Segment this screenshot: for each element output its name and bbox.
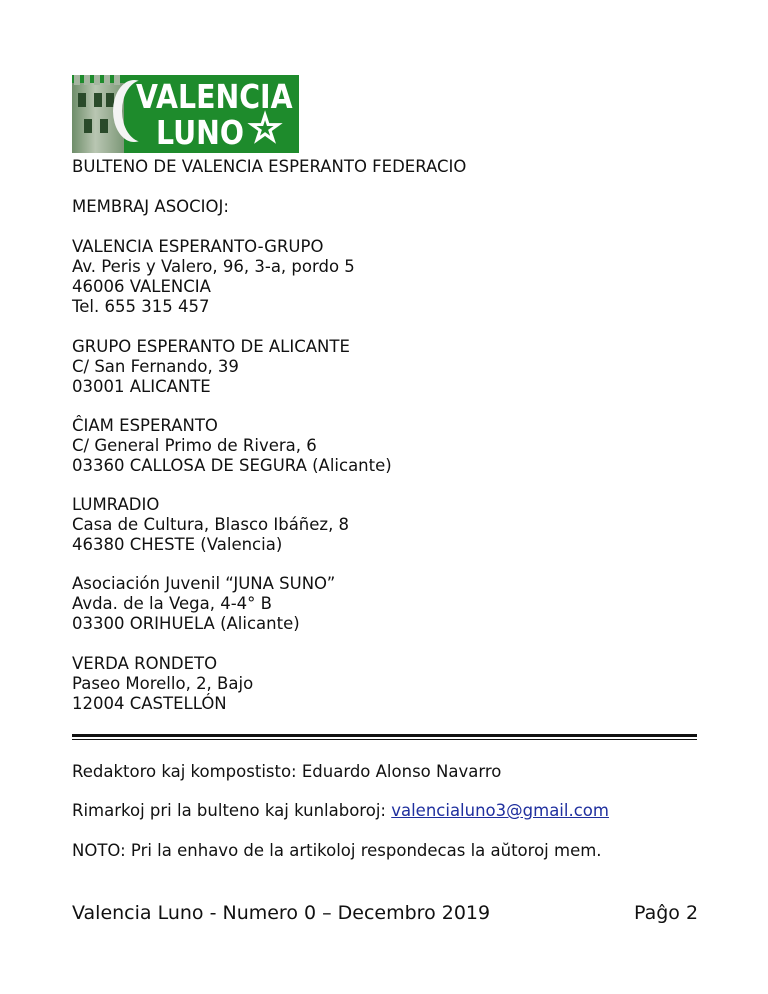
bulletin-subtitle: BULTENO DE VALENCIA ESPERANTO FEDERACIO bbox=[72, 157, 467, 176]
address-line: Avda. de la Vega, 4-4° B bbox=[72, 594, 272, 613]
association-2 bbox=[72, 337, 350, 397]
tower-icon bbox=[72, 83, 124, 153]
association-name: Asociación Juvenil “JUNA SUNO” bbox=[72, 574, 336, 593]
address-line: C/ General Primo de Rivera, 6 bbox=[72, 436, 317, 455]
address-line: 03001 ALICANTE bbox=[72, 377, 211, 396]
editor-line: Redaktoro kaj kompostisto: Eduardo Alonso Navarro bbox=[72, 762, 502, 781]
association-3 bbox=[72, 416, 392, 476]
association-name: VERDA RONDETO bbox=[72, 654, 218, 673]
remarks-line bbox=[72, 801, 609, 821]
star-outline-icon: ☆ bbox=[248, 106, 283, 150]
email-link[interactable]: valencialuno3@gmail.com bbox=[391, 801, 609, 820]
logo-text-luno: LUNO bbox=[156, 113, 245, 152]
address-line: C/ San Fernando, 39 bbox=[72, 357, 239, 376]
association-1 bbox=[72, 237, 355, 317]
association-5 bbox=[72, 574, 335, 634]
divider-thick bbox=[72, 734, 697, 737]
address-line: Casa de Cultura, Blasco Ibáñez, 8 bbox=[72, 515, 350, 534]
address-line: 03360 CALLOSA DE SEGURA (Alicante) bbox=[72, 456, 392, 475]
tower-battlements bbox=[74, 75, 122, 85]
remarks-label: Rimarkoj pri la bulteno kaj kunlaboroj: bbox=[72, 801, 392, 820]
address-line: 03300 ORIHUELA (Alicante) bbox=[72, 614, 300, 633]
association-name: LUMRADIO bbox=[72, 495, 160, 514]
members-heading: MEMBRAJ ASOCIOJ: bbox=[72, 197, 229, 216]
divider-thin bbox=[72, 739, 697, 740]
association-name: GRUPO ESPERANTO DE ALICANTE bbox=[72, 337, 350, 356]
association-name: ĈIAM ESPERANTO bbox=[72, 416, 218, 435]
association-4 bbox=[72, 495, 349, 555]
logo-text-valencia: VALENCIA bbox=[136, 77, 293, 116]
valencia-luno-logo bbox=[72, 75, 299, 153]
address-line: Paseo Morello, 2, Bajo bbox=[72, 674, 254, 693]
address-line: 12004 CASTELLÓN bbox=[72, 694, 227, 713]
phone-line: Tel. 655 315 457 bbox=[72, 297, 210, 316]
address-line: 46380 CHESTE (Valencia) bbox=[72, 535, 283, 554]
address-line: Av. Peris y Valero, 96, 3-a, pordo 5 bbox=[72, 257, 355, 276]
note-line: NOTO: Pri la enhavo de la artikoloj respondecas la aŭtoroj mem. bbox=[72, 841, 602, 860]
association-name: VALENCIA ESPERANTO-GRUPO bbox=[72, 237, 324, 256]
footer-issue: Valencia Luno - Numero 0 – Decembro 2019 bbox=[72, 902, 491, 924]
address-line: 46006 VALENCIA bbox=[72, 277, 211, 296]
association-6 bbox=[72, 654, 253, 714]
footer-page-number: Paĝo 2 bbox=[634, 902, 699, 924]
